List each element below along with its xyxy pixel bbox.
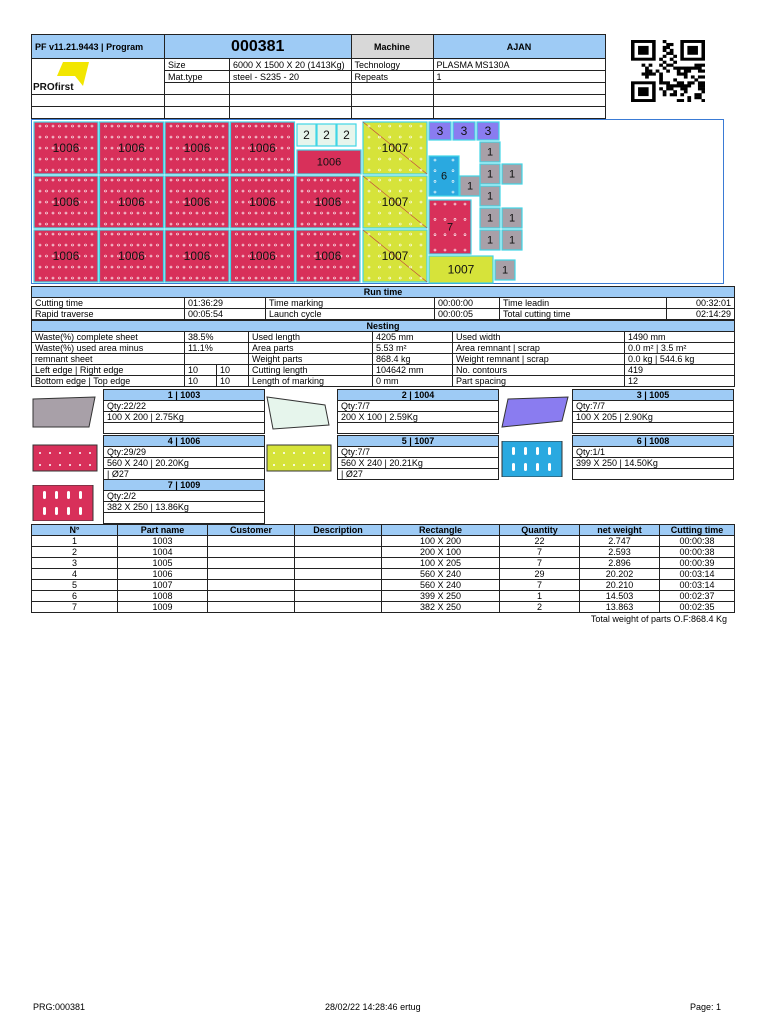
table-cell: 1 [32, 536, 118, 547]
qr-code [631, 40, 705, 102]
svg-text:1006: 1006 [183, 141, 211, 155]
table-cell: 00:00:38 [660, 547, 735, 558]
part-card-dims: 100 X 205 | 2.90Kg [573, 412, 734, 423]
part-card-qty: Qty:1/1 [573, 447, 734, 458]
svg-text:1: 1 [486, 190, 494, 203]
part-card-dims: 560 X 240 | 20.21Kg [338, 458, 499, 469]
time-leadin-label: Time leadin [500, 298, 667, 309]
part-card-qty: Qty:7/7 [338, 447, 499, 458]
nest-part [495, 260, 515, 280]
part-card [500, 389, 734, 433]
empty-cell [351, 107, 433, 119]
svg-text:1: 1 [486, 234, 494, 247]
waste-complete-label: Waste(%) complete sheet [32, 332, 185, 343]
table-cell [208, 580, 295, 591]
area-remnant-value: 0.0 m² | 3.5 m² [625, 343, 735, 354]
part-card-extra [573, 423, 734, 434]
waste-used-value: 11.1% [185, 343, 249, 354]
svg-text:1006: 1006 [52, 195, 80, 209]
table-cell [295, 536, 382, 547]
program-header [31, 34, 735, 119]
part-card-title: 5 | 1007 [338, 436, 499, 447]
svg-text:1: 1 [486, 146, 494, 159]
part-card [500, 435, 734, 479]
table-cell: 7 [500, 558, 580, 569]
part-card-info [103, 435, 265, 480]
table-cell [208, 558, 295, 569]
svg-text:1006: 1006 [118, 249, 145, 263]
empty-cell [230, 95, 352, 107]
empty-cell [230, 107, 352, 119]
svg-text:2: 2 [323, 128, 330, 142]
area-parts-value: 5.53 m² [373, 343, 453, 354]
bottom-top-edge-label: Bottom edge | Top edge [32, 376, 185, 387]
table-cell: 00:02:35 [660, 602, 735, 613]
svg-text:1007: 1007 [381, 141, 409, 155]
nest-part [296, 176, 360, 228]
nest-part [480, 142, 500, 162]
nesting-drawing [32, 120, 725, 285]
table-cell: 560 X 240 [382, 580, 500, 591]
part-card [31, 435, 265, 479]
svg-text:1: 1 [501, 264, 509, 277]
nesting-layout [31, 119, 724, 284]
part-card-dims: 200 X 100 | 2.59Kg [338, 412, 499, 423]
nest-part [363, 230, 427, 282]
svg-text:1006: 1006 [316, 156, 342, 169]
part-card-extra [104, 423, 265, 434]
repeats-value: 1 [433, 71, 605, 83]
table-cell: 00:00:38 [660, 536, 735, 547]
part-card-info [103, 479, 265, 524]
svg-text:1007: 1007 [447, 262, 475, 277]
size-value: 6000 X 1500 X 20 (1413Kg) [230, 59, 352, 71]
table-cell: 399 X 250 [382, 591, 500, 602]
svg-text:6: 6 [440, 170, 448, 183]
right-edge-value: 10 [217, 365, 249, 376]
part-card-info [572, 389, 734, 434]
table-cell: 1006 [118, 569, 208, 580]
nest-part [363, 176, 427, 228]
length-marking-value: 0 mm [373, 376, 453, 387]
table-cell: 22 [500, 536, 580, 547]
weight-remnant-label: Weight remnant | scrap [453, 354, 625, 365]
table-cell: 2 [32, 547, 118, 558]
part-thumbnail [500, 395, 570, 431]
part-card-title: 7 | 1009 [104, 480, 265, 491]
part-card-qty: Qty:7/7 [338, 401, 499, 412]
part-card-title: 6 | 1008 [573, 436, 734, 447]
table-row [32, 558, 735, 569]
part-thumbnail [500, 441, 570, 477]
nest-part [480, 164, 500, 184]
table-cell: 4 [32, 569, 118, 580]
table-cell: 1003 [118, 536, 208, 547]
cutting-time-value: 01:36:29 [185, 298, 266, 309]
svg-text:1006: 1006 [249, 249, 276, 263]
nest-part [231, 230, 295, 282]
table-cell: 3 [32, 558, 118, 569]
nest-part [363, 122, 427, 174]
nest-part [165, 176, 229, 228]
nest-part [317, 124, 336, 146]
table-row [32, 547, 735, 558]
svg-text:1: 1 [508, 212, 516, 225]
svg-text:1006: 1006 [314, 195, 342, 209]
part-thumbnail [265, 395, 335, 431]
runtime-table [31, 286, 735, 320]
table-cell: 1007 [118, 580, 208, 591]
table-cell: 5 [32, 580, 118, 591]
used-length-label: Used length [249, 332, 373, 343]
program-label: PF v11.21.9443 | Program [32, 35, 165, 59]
remnant-sheet-label: remnant sheet [32, 354, 185, 365]
part-spacing-value: 12 [625, 376, 735, 387]
nest-part [480, 208, 500, 228]
table-cell: 382 X 250 [382, 602, 500, 613]
nest-part [502, 164, 522, 184]
runtime-title: Run time [32, 287, 735, 298]
table-cell: 6 [32, 591, 118, 602]
footer-program: PRG:000381 [33, 1002, 86, 1012]
table-cell: 7 [500, 580, 580, 591]
cutting-time-label: Cutting time [32, 298, 185, 309]
weight-remnant-value: 0.0 kg | 544.6 kg [625, 354, 735, 365]
waste-used-label: Waste(%) used area minus [32, 343, 185, 354]
weight-parts-label: Weight parts [249, 354, 373, 365]
mattype-label: Mat.type [165, 71, 230, 83]
part-thumbnail [31, 395, 101, 431]
nest-part [34, 122, 98, 174]
nest-part [100, 122, 164, 174]
table-cell [295, 591, 382, 602]
part-spacing-label: Part spacing [453, 376, 625, 387]
total-weight: Total weight of parts O.F:868.4 Kg [590, 614, 727, 624]
table-row [32, 591, 735, 602]
parts-table-header [32, 525, 735, 536]
part-thumbnail [31, 485, 101, 521]
empty-cell [165, 107, 230, 119]
left-right-edge-label: Left edge | Right edge [32, 365, 185, 376]
part-card [265, 435, 499, 479]
total-cutting-time-label: Total cutting time [500, 309, 667, 320]
col-header: N° [32, 525, 118, 536]
col-header: Rectangle [382, 525, 500, 536]
table-cell [295, 547, 382, 558]
svg-text:1006: 1006 [52, 249, 80, 263]
machine-value: AJAN [433, 35, 605, 59]
part-card-info [337, 435, 499, 480]
nest-part [231, 122, 295, 174]
empty-cell [351, 83, 433, 95]
nest-part [297, 124, 316, 146]
svg-text:1: 1 [486, 168, 494, 181]
nest-part [502, 230, 522, 250]
svg-text:1007: 1007 [381, 249, 409, 263]
col-header: Part name [118, 525, 208, 536]
logo-graphic [33, 60, 91, 92]
used-width-label: Used width [453, 332, 625, 343]
parts-table [31, 524, 735, 613]
profirst-logo [33, 60, 91, 92]
svg-text:1006: 1006 [314, 249, 342, 263]
part-card-extra [104, 513, 265, 524]
table-cell: 1008 [118, 591, 208, 602]
part-card-title: 1 | 1003 [104, 390, 265, 401]
nest-part [429, 200, 471, 254]
table-cell: 00:00:39 [660, 558, 735, 569]
part-thumbnail [31, 441, 101, 477]
bottom-edge-value: 10 [185, 376, 217, 387]
table-cell: 7 [32, 602, 118, 613]
nest-part [337, 124, 356, 146]
empty-cell [230, 83, 352, 95]
no-contours-value: 419 [625, 365, 735, 376]
part-card [31, 479, 265, 523]
svg-text:1: 1 [508, 168, 516, 181]
used-width-value: 1490 mm [625, 332, 735, 343]
svg-text:1006: 1006 [183, 195, 211, 209]
table-cell: 2.747 [580, 536, 660, 547]
table-cell [208, 536, 295, 547]
nest-part [460, 176, 480, 196]
nest-part [429, 122, 451, 140]
rapid-traverse-label: Rapid traverse [32, 309, 185, 320]
nest-part [297, 150, 361, 174]
left-edge-value: 10 [185, 365, 217, 376]
svg-text:3: 3 [436, 124, 444, 138]
part-card-title: 4 | 1006 [104, 436, 265, 447]
empty-cell [433, 107, 605, 119]
nest-part [477, 122, 499, 140]
logo-text: PROfirst [33, 82, 74, 92]
svg-text:1006: 1006 [183, 249, 211, 263]
machine-label: Machine [351, 35, 433, 59]
nest-part [231, 176, 295, 228]
svg-text:3: 3 [484, 124, 492, 138]
part-card [265, 389, 499, 433]
part-card-qty: Qty:29/29 [104, 447, 265, 458]
part-card-qty: Qty:2/2 [104, 491, 265, 502]
time-marking-label: Time marking [266, 298, 435, 309]
table-cell [208, 602, 295, 613]
empty-cell [165, 95, 230, 107]
table-cell [208, 591, 295, 602]
launch-cycle-label: Launch cycle [266, 309, 435, 320]
empty-cell [32, 95, 165, 107]
col-header: Description [295, 525, 382, 536]
empty-cell [185, 354, 249, 365]
col-header: Cutting time [660, 525, 735, 536]
part-card-qty: Qty:7/7 [573, 401, 734, 412]
part-card-dims: 100 X 200 | 2.75Kg [104, 412, 265, 423]
rapid-traverse-value: 00:05:54 [185, 309, 266, 320]
table-cell: 560 X 240 [382, 569, 500, 580]
svg-text:1006: 1006 [249, 195, 276, 209]
empty-cell [32, 107, 165, 119]
empty-cell [433, 83, 605, 95]
nest-part [100, 230, 164, 282]
part-card-dims: 399 X 250 | 14.50Kg [573, 458, 734, 469]
area-remnant-label: Area remnant | scrap [453, 343, 625, 354]
nest-part [480, 186, 500, 206]
qr-code-graphic [631, 40, 705, 102]
technology-value: PLASMA MS130A [433, 59, 605, 71]
table-cell: 2.593 [580, 547, 660, 558]
top-edge-value: 10 [217, 376, 249, 387]
table-row [32, 569, 735, 580]
col-header: Quantity [500, 525, 580, 536]
nest-part [165, 230, 229, 282]
table-row [32, 536, 735, 547]
total-cutting-time-value: 02:14:29 [667, 309, 735, 320]
cutting-length-value: 104642 mm [373, 365, 453, 376]
part-card-dims: 382 X 250 | 13.86Kg [104, 502, 265, 513]
part-card-info [103, 389, 265, 434]
time-marking-value: 00:00:00 [435, 298, 500, 309]
table-cell: 00:02:37 [660, 591, 735, 602]
size-label: Size [165, 59, 230, 71]
part-card-extra: | Ø27 [104, 469, 265, 480]
svg-text:1: 1 [466, 180, 474, 193]
table-cell: 2 [500, 602, 580, 613]
mattype-value: steel - S235 - 20 [230, 71, 352, 83]
col-header: Customer [208, 525, 295, 536]
svg-text:1: 1 [486, 212, 494, 225]
table-cell: 1004 [118, 547, 208, 558]
table-cell: 1009 [118, 602, 208, 613]
part-card [31, 389, 265, 433]
table-cell: 13.863 [580, 602, 660, 613]
svg-text:1: 1 [508, 234, 516, 247]
waste-complete-value: 38.5% [185, 332, 249, 343]
nesting-title: Nesting [32, 321, 735, 332]
svg-text:1006: 1006 [118, 141, 145, 155]
svg-text:2: 2 [303, 128, 310, 142]
part-card-extra: | Ø27 [338, 469, 499, 480]
empty-cell [433, 95, 605, 107]
length-marking-label: Length of marking [249, 376, 373, 387]
nesting-table [31, 320, 735, 387]
time-leadin-value: 00:32:01 [667, 298, 735, 309]
nest-part [165, 122, 229, 174]
nest-part [502, 208, 522, 228]
svg-text:1006: 1006 [118, 195, 145, 209]
nest-part [453, 122, 475, 140]
col-header: net weight [580, 525, 660, 536]
svg-text:1006: 1006 [52, 141, 80, 155]
table-cell: 2.896 [580, 558, 660, 569]
repeats-label: Repeats [351, 71, 433, 83]
table-cell [295, 569, 382, 580]
cutting-length-label: Cutting length [249, 365, 373, 376]
part-card-extra [573, 469, 734, 480]
part-card-info [572, 435, 734, 480]
part-card-qty: Qty:22/22 [104, 401, 265, 412]
part-card-info [337, 389, 499, 434]
table-cell: 20.210 [580, 580, 660, 591]
table-cell: 29 [500, 569, 580, 580]
table-cell: 200 X 100 [382, 547, 500, 558]
nest-part [480, 230, 500, 250]
svg-text:1006: 1006 [249, 141, 276, 155]
table-cell: 1005 [118, 558, 208, 569]
technology-label: Technology [351, 59, 433, 71]
part-card-title: 3 | 1005 [573, 390, 734, 401]
nest-part [34, 176, 98, 228]
table-cell [295, 580, 382, 591]
table-cell: 7 [500, 547, 580, 558]
table-cell [208, 547, 295, 558]
part-card-extra [338, 423, 499, 434]
empty-cell [351, 95, 433, 107]
table-cell: 100 X 200 [382, 536, 500, 547]
svg-text:1007: 1007 [381, 195, 409, 209]
table-cell: 1 [500, 591, 580, 602]
footer-timestamp: 28/02/22 14:28:46 ertug [325, 1002, 421, 1012]
nest-part [429, 156, 459, 196]
nest-part [429, 256, 493, 283]
table-cell: 14.503 [580, 591, 660, 602]
table-cell: 00:03:14 [660, 580, 735, 591]
table-row [32, 580, 735, 591]
weight-parts-value: 868.4 kg [373, 354, 453, 365]
part-card-title: 2 | 1004 [338, 390, 499, 401]
footer-page: Page: 1 [690, 1002, 722, 1012]
svg-text:3: 3 [460, 124, 468, 138]
table-cell: 00:03:14 [660, 569, 735, 580]
launch-cycle-value: 00:00:05 [435, 309, 500, 320]
table-cell [295, 558, 382, 569]
parts-cards [31, 389, 735, 524]
nest-part [296, 230, 360, 282]
part-thumbnail [265, 441, 335, 477]
no-contours-label: No. contours [453, 365, 625, 376]
table-row [32, 602, 735, 613]
empty-cell [165, 83, 230, 95]
svg-text:7: 7 [446, 221, 454, 234]
table-cell [295, 602, 382, 613]
program-number: 000381 [165, 35, 352, 59]
nest-part [100, 176, 164, 228]
nest-part [34, 230, 98, 282]
table-cell: 100 X 205 [382, 558, 500, 569]
used-length-value: 4205 mm [373, 332, 453, 343]
svg-text:2: 2 [343, 128, 350, 142]
part-card-dims: 560 X 240 | 20.20Kg [104, 458, 265, 469]
area-parts-label: Area parts [249, 343, 373, 354]
table-cell: 20.202 [580, 569, 660, 580]
table-cell [208, 569, 295, 580]
